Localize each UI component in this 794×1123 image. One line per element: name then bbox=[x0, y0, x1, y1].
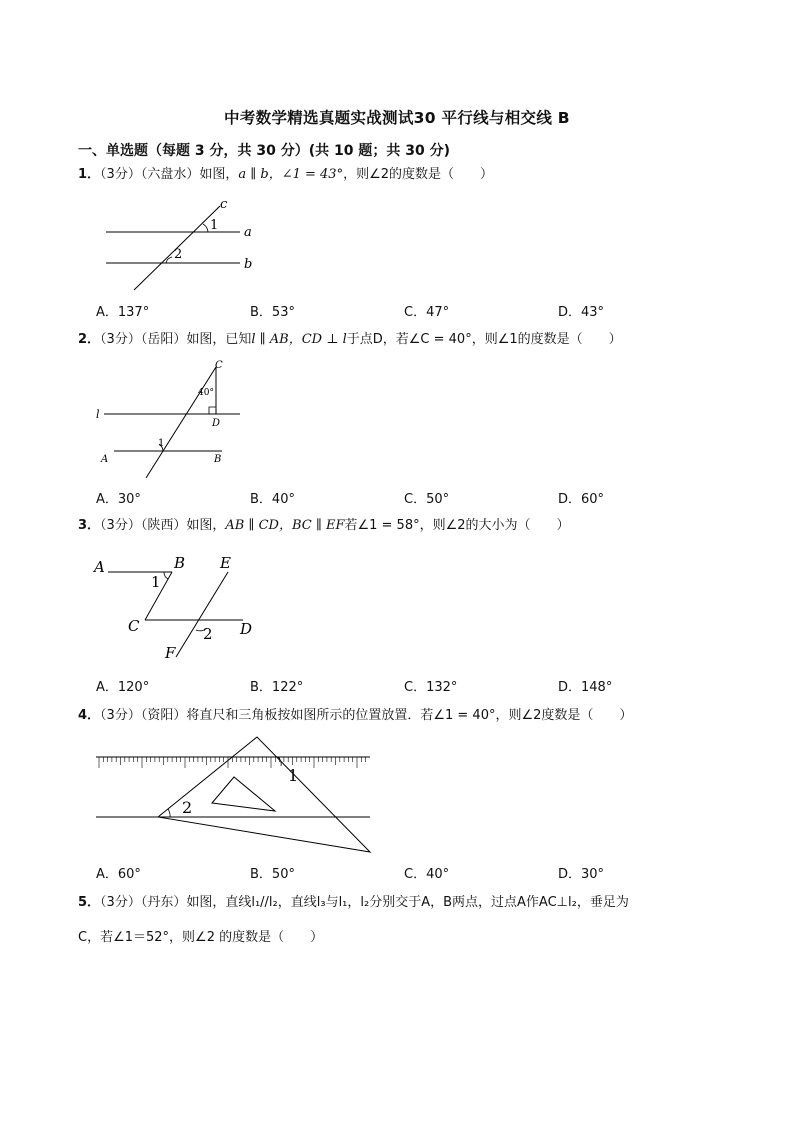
question-number: 2． bbox=[78, 332, 101, 347]
ruler-ticks bbox=[99, 757, 366, 768]
label-2: 2 bbox=[203, 625, 213, 643]
label-C: C bbox=[128, 617, 140, 635]
page-title: 中考数学精选真题实战测试30 平行线与相交线 B bbox=[224, 109, 570, 127]
set-square-outer bbox=[158, 737, 370, 852]
question-source: （丹东） bbox=[140, 895, 187, 910]
option-a: A．30° bbox=[96, 492, 141, 507]
label-1: 1 bbox=[210, 218, 219, 233]
question-number: 1． bbox=[78, 167, 101, 182]
label-C: C bbox=[215, 360, 223, 371]
label-A: A bbox=[101, 454, 109, 465]
label-B: B bbox=[214, 454, 222, 465]
question-number: 5． bbox=[78, 895, 101, 910]
option-d: D．30° bbox=[558, 867, 605, 882]
label-1: 1 bbox=[288, 766, 299, 785]
option-b: B．40° bbox=[250, 492, 295, 507]
option-c: C．40° bbox=[404, 867, 450, 882]
question-score: （3分） bbox=[100, 332, 141, 347]
question-text: 如图，已知 bbox=[186, 332, 252, 347]
question-source: （岳阳） bbox=[140, 332, 187, 347]
option-c: C．132° bbox=[404, 680, 458, 695]
section-title: 一、单选题（每题 3 分，共 30 分）(共 10 题；共 30 分) bbox=[78, 143, 450, 159]
label-2: 2 bbox=[182, 798, 193, 817]
question-text: 将直尺和三角板按如图所示的位置放置．若∠1 = 40°，则∠2度数是（ ） bbox=[186, 708, 633, 723]
label-l: l bbox=[96, 408, 100, 421]
question-text-end: 于点D，若∠C = 40°，则∠1的度数是（ ） bbox=[346, 332, 622, 347]
option-a: A．137° bbox=[96, 305, 150, 320]
option-d: D．43° bbox=[558, 305, 605, 320]
question-source: （陕西） bbox=[140, 518, 187, 533]
option-d: D．60° bbox=[558, 492, 605, 507]
question-score: （3分） bbox=[100, 895, 141, 910]
label-c: c bbox=[220, 197, 228, 212]
option-d: D．148° bbox=[558, 680, 613, 695]
label-1: 1 bbox=[151, 573, 161, 591]
option-c: C．50° bbox=[404, 492, 450, 507]
label-F: F bbox=[165, 644, 176, 662]
question-number: 3． bbox=[78, 518, 101, 533]
option-c: C．47° bbox=[404, 305, 450, 320]
option-b: B．122° bbox=[250, 680, 304, 695]
label-A: A bbox=[94, 558, 105, 576]
option-b: B．53° bbox=[250, 305, 295, 320]
question-score: （3分） bbox=[100, 167, 141, 182]
question-text-end: 若∠1 = 58°，则∠2的大小为（ ） bbox=[344, 518, 570, 533]
question-score: （3分） bbox=[100, 518, 141, 533]
label-E: E bbox=[220, 554, 231, 572]
question-text: 如图，直线l₁//l₂，直线l₃与l₁，l₂分别交于A，B两点，过点A作AC⊥l₂，垂足为 bbox=[186, 895, 629, 910]
option-a: A．120° bbox=[96, 680, 150, 695]
set-square-inner bbox=[212, 777, 275, 811]
question-text: 如图， bbox=[199, 167, 239, 182]
question-number: 4． bbox=[78, 708, 101, 723]
label-B: B bbox=[174, 554, 186, 572]
label-40: 40° bbox=[198, 388, 214, 398]
label-D: D bbox=[240, 620, 253, 638]
option-b: B．50° bbox=[250, 867, 295, 882]
question-math: l ∥ AB，CD ⊥ l bbox=[251, 332, 347, 347]
question-text-end: ，则∠2的度数是（ ） bbox=[343, 167, 494, 182]
angle-2-arc bbox=[168, 809, 170, 817]
question-source: （六盘水） bbox=[140, 167, 200, 182]
option-a: A．60° bbox=[96, 867, 141, 882]
question-math: a ∥ b，∠1 = 43° bbox=[238, 167, 344, 182]
question-5 bbox=[78, 893, 728, 913]
question-source: （资阳） bbox=[140, 708, 187, 723]
question-text: 如图， bbox=[186, 518, 226, 533]
label-2: 2 bbox=[174, 247, 183, 262]
label-a: a bbox=[244, 225, 252, 240]
label-D: D bbox=[212, 418, 221, 429]
question-score: （3分） bbox=[100, 708, 141, 723]
question-math: AB ∥ CD，BC ∥ EF bbox=[225, 518, 345, 533]
label-1: 1 bbox=[158, 438, 165, 449]
question-5-continuation: C，若∠1＝52°，则∠2 的度数是（ ） bbox=[78, 930, 324, 945]
label-b: b bbox=[244, 257, 253, 272]
